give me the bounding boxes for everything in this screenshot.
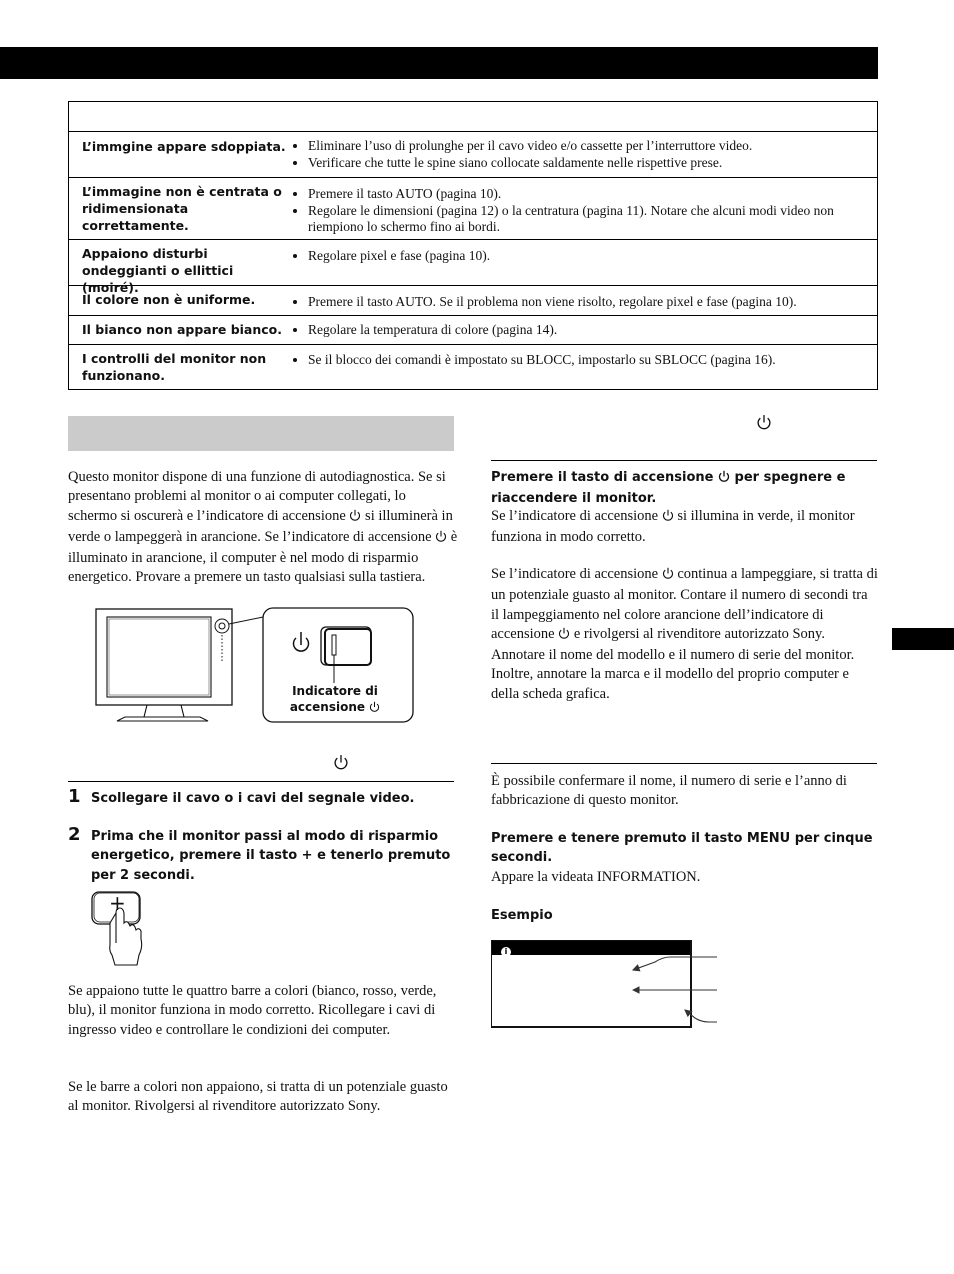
power-icon [369,701,380,717]
paragraph-text: e rivolgersi al rivenditore autorizzato Sony. Annotare il nome del modello e il numero di serie del monitor. Inoltre, annotare la marca e il modello del proprio computer e della scheda grafica. [491,625,855,702]
table-row [69,285,877,316]
color-bars-fault-paragraph: Se le barre a colori non appaiono, si tratta di un potenziale guasto al monitor. Rivolgersi al rivenditore autorizzato Sony. [68,1079,448,1115]
blinking-indicator-paragraph [491,565,879,704]
info-icon: i [501,947,511,957]
power-icon [662,567,674,586]
instruction-text: per spegnere e riaccendere il monitor. [491,470,846,507]
intro-paragraph [68,468,458,588]
power-icon [718,470,730,489]
info-intro-paragraph: È possibile confermare il nome, il numero di serie e l’anno di fabbricazione di questo monitor. [491,773,847,809]
solution-item: • Verificare che tutte le spine siano collocate saldamente nelle rispettive prese. [308,155,883,171]
power-icon [349,509,361,528]
example-label: Esempio [491,908,553,923]
step-number: 1 [68,786,81,807]
problem-cell: Il colore non è uniforme. [82,292,256,307]
intro-text: si illuminerà in verde o lampeggerà in arancione. Se l’indicatore di accensione [68,507,453,545]
power-icon [435,530,447,549]
divider [68,781,454,782]
solution-list [293,352,883,369]
table-row [69,177,877,240]
solution-item: • Regolare pixel e fase (pagina 10). [308,248,883,264]
paragraph-text: continua a lampeggiare, si tratta di un potenziale guasto al monitor. Contare il numero di secondi tra il lampeggiamento nel colore arancione dell’indicatore di accensione [491,566,878,642]
solution-item: • Se il blocco dei comandi è impostato su BLOCC, impostarlo su SBLOCC (pagina 16). [308,352,883,368]
intro-text: è illuminato in arancione, il computer è nel modo di risparmio energetico. Provare a premere un tasto qualsiasi sulla tastiera. [68,528,458,586]
solution-item: • Eliminare l’uso di prolunghe per il cavo video e/o cassette per l’interruttore video. [308,138,883,154]
indicator-label [263,683,407,717]
solution-item: • Premere il tasto AUTO (pagina 10). [308,186,883,202]
plus-key-label: + [109,891,126,915]
problem-cell: Il bianco non appare bianco. [82,322,283,337]
info-result: Appare la videata INFORMATION. [491,869,701,885]
step-number: 2 [68,824,81,845]
solution-list [293,322,883,339]
indicator-label-line: accensione [289,700,365,714]
solution-item: • Regolare le dimensioni (pagina 12) o la centratura (pagina 11). Notare che alcuni modi video non riempiono lo schermo fino ai bordi. [308,203,883,235]
problem-cell: L’immgine appare sdoppiata. [82,139,286,154]
header-bar [0,47,878,79]
table-row [69,132,877,178]
solution-list [293,294,883,311]
table-header [69,102,877,132]
problem-cell: Appaiono disturbi ondeggianti o ellittici (moiré). [82,246,234,295]
info-instruction: Premere e tenere premuto il tasto MENU per cinque secondi. [491,831,873,866]
paragraph-text: Se l’indicatore di accensione [491,566,659,582]
table-row [69,239,877,295]
power-icon [662,509,674,528]
solution-list [293,186,883,236]
troubleshooting-table [68,101,878,390]
power-icon [558,627,570,646]
divider [491,460,877,461]
solution-list [293,138,883,172]
color-bars-ok-paragraph: Se appaiono tutte le quattro barre a colori (bianco, rosso, verde, blu), il monitor funziona in modo corretto. Ricollegare i cavi di ingresso video e controllare le condizioni dei computer. [68,983,437,1038]
solution-item: • Regolare la temperatura di colore (pagina 14). [308,322,883,338]
solution-list [293,248,883,265]
step-1-text: Scollegare il cavo o i cavi del segnale video. [91,791,415,806]
section-tab [892,628,954,650]
paragraph-text: si illumina in verde, il monitor funziona in modo corretto. [491,508,855,546]
green-indicator-paragraph [491,507,877,548]
problem-cell: L’immagine non è centrata o ridimensionata correttamente. [82,184,282,233]
table-row [69,344,877,390]
indicator-label-line: Indicatore di [292,684,378,698]
solution-item: • Premere il tasto AUTO. Se il problema non viene risolto, regolare pixel e fase (pagina 10). [308,294,883,310]
instruction-text: Premere il tasto di accensione [491,470,714,485]
callout-arrows [625,950,720,1028]
paragraph-text: Se l’indicatore di accensione [491,508,659,524]
step-2-text: Prima che il monitor passi al modo di risparmio energetico, premere il tasto + e tenerlo premuto per 2 secondi. [91,829,451,883]
problem-cell: I controlli del monitor non funzionano. [82,351,267,383]
section-heading-box [68,416,454,451]
divider [491,763,877,764]
power-cycle-instruction [491,468,877,509]
table-row [69,315,877,345]
power-icon [333,754,349,776]
intro-text: Questo monitor dispone di una funzione di autodiagnostica. Se si presentano problemi al monitor o ai computer collegati, lo schermo si oscurerà e l’indicatore di accensione [68,469,446,524]
power-icon [756,414,772,436]
